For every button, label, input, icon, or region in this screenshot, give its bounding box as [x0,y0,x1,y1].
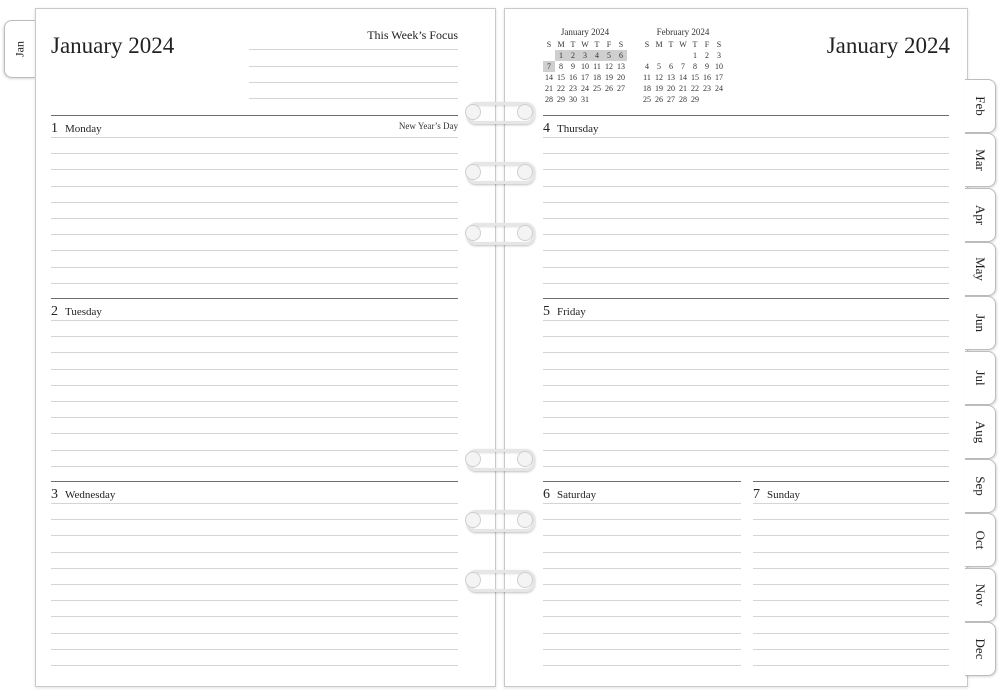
writing-line [51,433,458,434]
day-divider [51,115,458,116]
weekday-label: W [679,40,687,49]
punch-hole [465,512,481,528]
mini-calendar-day: 16 [703,73,711,82]
writing-line [51,267,458,268]
writing-line [543,450,949,451]
writing-line [543,600,741,601]
mini-calendar-day: 27 [617,84,625,93]
writing-line [753,568,949,569]
mini-calendar-day: 11 [593,62,601,71]
mini-calendar-day: 15 [557,73,565,82]
mini-calendar-empty-cell [665,50,677,61]
writing-line [51,250,458,251]
tab-oct[interactable] [965,513,996,567]
writing-line [543,503,741,504]
weekday-label: M [655,40,663,49]
writing-line [543,616,741,617]
tab-label: Dec [973,638,988,660]
mini-calendar-day: 21 [545,84,553,93]
writing-line [51,352,458,353]
mini-calendar-day: 3 [717,51,721,60]
punch-hole [517,104,533,120]
mini-calendar-day: 28 [545,95,553,104]
mini-calendar-day: 14 [679,73,687,82]
mini-calendar-day: 17 [715,73,723,82]
writing-line [543,552,741,553]
writing-line [51,568,458,569]
punch-hole [465,104,481,120]
tab-label: Feb [973,96,988,116]
tab-apr[interactable] [965,188,996,242]
writing-line [51,385,458,386]
tab-label: Oct [973,531,988,550]
writing-line [543,401,949,402]
mini-calendar-day: 23 [569,84,577,93]
writing-line [543,665,741,666]
writing-line [543,218,949,219]
day-divider [753,481,949,482]
tab-label: Jun [973,314,988,333]
mini-calendar-february [641,27,725,105]
tab-label: Jan [12,41,27,57]
mini-calendar-title: February 2024 [656,27,710,37]
mini-calendar-grid [641,39,725,105]
weekday-label: S [618,40,624,49]
mini-calendar-day: 8 [559,62,563,71]
writing-line [51,202,458,203]
writing-line [51,417,458,418]
writing-line [51,450,458,451]
punch-hole [517,164,533,180]
writing-line [51,552,458,553]
mini-calendar-day: 12 [605,62,613,71]
mini-calendar-day: 10 [581,62,589,71]
writing-line [543,202,949,203]
tab-aug[interactable] [965,405,996,459]
mini-calendar-day: 18 [643,84,651,93]
day-header-tuesday: 2 Tuesday [51,304,102,319]
mini-calendar-empty-cell [543,50,555,61]
punch-hole [517,225,533,241]
mini-calendar-day: 21 [679,84,687,93]
mini-calendar-day: 25 [643,95,651,104]
writing-line [51,633,458,634]
tab-label: Jul [973,369,988,386]
writing-line [543,466,949,467]
mini-calendar-day: 2 [705,51,709,60]
mini-calendar-empty-cell [615,94,627,105]
writing-line [543,250,949,251]
mini-calendar-day: 4 [645,62,649,71]
tab-nov[interactable] [965,568,996,622]
mini-calendar-day: 24 [715,84,723,93]
writing-line [51,169,458,170]
weekday-label: M [557,40,565,49]
writing-line [753,600,949,601]
mini-calendar-day: 6 [615,50,627,61]
tab-dec[interactable] [965,622,996,676]
mini-calendar-day: 4 [591,50,603,61]
weekday-label: T [692,40,698,49]
punch-hole [465,225,481,241]
mini-calendar-day: 1 [555,50,567,61]
writing-line [543,385,949,386]
weekday-label: F [704,40,710,49]
tab-may[interactable] [965,242,996,296]
mini-calendar-day: 2 [567,50,579,61]
writing-line [51,320,458,321]
tab-jun[interactable] [965,296,996,350]
mini-calendar-day: 31 [581,95,589,104]
tab-label: May [973,256,988,281]
weekday-label: S [644,40,650,49]
left-page [35,8,496,687]
mini-calendar-day: 10 [715,62,723,71]
mini-calendar-day: 1 [693,51,697,60]
writing-line [753,649,949,650]
mini-calendar-day: 11 [643,73,651,82]
mini-calendar-day: 24 [581,84,589,93]
writing-line [543,633,741,634]
day-divider [543,298,949,299]
page-title: January 2024 [51,33,175,58]
writing-line [543,153,949,154]
mini-calendar-empty-cell [591,94,603,105]
writing-line [543,649,741,650]
weekday-label: S [716,40,722,49]
mini-calendar-day: 26 [605,84,613,93]
punch-hole [517,572,533,588]
writing-line [753,552,949,553]
mini-calendar-day: 9 [705,62,709,71]
punch-hole [517,512,533,528]
writing-line [51,283,458,284]
mini-calendar-january [543,27,627,105]
writing-line [543,519,741,520]
tab-feb[interactable] [965,79,996,133]
tab-sep[interactable] [965,459,996,513]
mini-calendar-day: 12 [655,73,663,82]
day-divider [543,481,741,482]
punch-hole [465,572,481,588]
mini-calendar-day: 7 [681,62,685,71]
writing-line [51,218,458,219]
writing-line [51,503,458,504]
writing-line [51,336,458,337]
writing-line [51,466,458,467]
day-header-monday: 1 Monday [51,121,102,136]
weekly-focus-label: This Week’s Focus [367,28,458,42]
writing-line [753,616,949,617]
day-header-friday: 5 Friday [543,304,586,319]
mini-calendar-day: 20 [667,84,675,93]
mini-calendar-day: 7 [543,61,555,72]
mini-calendar-day: 29 [557,95,565,104]
writing-line [543,369,949,370]
focus-line [249,66,458,67]
mini-calendar-day: 19 [655,84,663,93]
mini-calendar-day: 18 [593,73,601,82]
writing-line [543,417,949,418]
mini-calendar-empty-cell [677,50,689,61]
writing-line [51,401,458,402]
weekday-label: W [581,40,589,49]
day-header-sunday: 7 Sunday [753,487,800,502]
writing-line [753,535,949,536]
writing-line [51,616,458,617]
mini-calendar-day: 5 [657,62,661,71]
tab-label: Aug [973,420,988,443]
tab-label: Sep [973,476,988,496]
writing-line [543,568,741,569]
mini-calendar-day: 16 [569,73,577,82]
writing-line [543,336,949,337]
writing-line [543,320,949,321]
writing-line [51,369,458,370]
writing-line [753,633,949,634]
writing-line [543,433,949,434]
mini-calendar-empty-cell [641,50,653,61]
writing-line [543,584,741,585]
weekday-label: T [570,40,576,49]
day-divider [543,115,949,116]
tab-label: Apr [973,204,988,225]
mini-calendar-empty-cell [603,94,615,105]
mini-calendar-day: 9 [571,62,575,71]
mini-calendar-day: 13 [617,62,625,71]
mini-calendar-empty-cell [701,94,713,105]
writing-line [51,153,458,154]
mini-calendar-day: 5 [603,50,615,61]
tab-label: Mar [973,149,988,172]
weekday-label: T [668,40,674,49]
right-page [504,8,968,687]
tab-jan[interactable] [4,20,35,78]
writing-line [543,169,949,170]
mini-calendar-day: 3 [579,50,591,61]
mini-calendar-title: January 2024 [560,27,610,37]
writing-line [543,137,949,138]
writing-line [51,186,458,187]
focus-line [249,98,458,99]
mini-calendar-day: 17 [581,73,589,82]
writing-line [543,283,949,284]
focus-line [249,49,458,50]
day-divider [51,298,458,299]
mini-calendar-day: 8 [693,62,697,71]
writing-line [51,665,458,666]
weekday-label: F [606,40,612,49]
weekday-label: S [546,40,552,49]
writing-line [543,352,949,353]
writing-line [51,519,458,520]
writing-line [51,137,458,138]
page-title: January 2024 [826,33,950,58]
writing-line [51,584,458,585]
mini-calendar-day: 23 [703,84,711,93]
punch-hole [465,451,481,467]
tab-jul[interactable] [965,351,996,405]
mini-calendar-day: 29 [691,95,699,104]
writing-line [753,503,949,504]
writing-line [753,584,949,585]
mini-calendar-day: 20 [617,73,625,82]
writing-line [753,665,949,666]
day-header-wednesday: 3 Wednesday [51,487,116,502]
tab-label: Nov [973,583,988,606]
day-header-saturday: 6 Saturday [543,487,597,502]
mini-calendar-empty-cell [713,94,725,105]
writing-line [543,535,741,536]
writing-line [543,267,949,268]
day-header-thursday: 4 Thursday [543,121,599,136]
mini-calendar-day: 30 [569,95,577,104]
writing-line [753,519,949,520]
mini-calendar-grid [543,39,627,105]
mini-calendar-day: 15 [691,73,699,82]
mini-calendar-day: 25 [593,84,601,93]
mini-calendar-day: 28 [679,95,687,104]
writing-line [51,234,458,235]
weekday-label: T [594,40,600,49]
mini-calendar-day: 22 [691,84,699,93]
focus-line [249,82,458,83]
mini-calendar-day: 19 [605,73,613,82]
tab-mar[interactable] [965,133,996,187]
mini-calendar-day: 14 [545,73,553,82]
writing-line [51,600,458,601]
holiday-label: New Year’s Day [398,121,458,131]
mini-calendar-day: 22 [557,84,565,93]
mini-calendar-empty-cell [653,50,665,61]
mini-calendar-day: 27 [667,95,675,104]
writing-line [51,535,458,536]
mini-calendar-day: 6 [669,62,673,71]
mini-calendar-day: 13 [667,73,675,82]
writing-line [51,649,458,650]
day-divider [51,481,458,482]
writing-line [543,186,949,187]
mini-calendar-day: 26 [655,95,663,104]
writing-line [543,234,949,235]
punch-hole [517,451,533,467]
punch-hole [465,164,481,180]
